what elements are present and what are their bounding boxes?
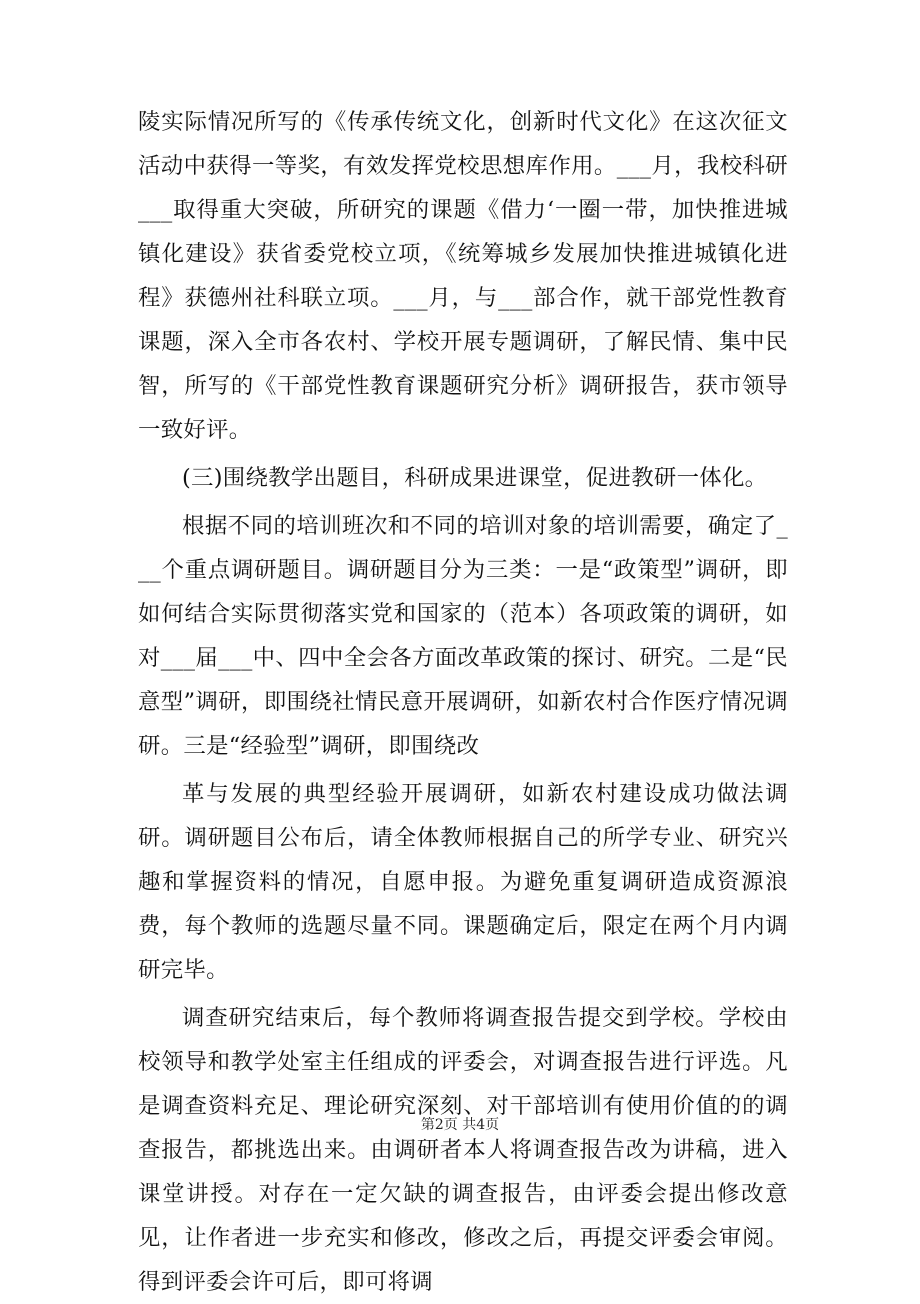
page-footer: 第2页 共4页	[420, 1117, 500, 1133]
paragraph-5: 调查研究结束后，每个教师将调查报告提交到学校。学校由校领导和教学处室主任组成的评委会，对调查报告进行评选。凡是调查资料充足、理论研究深刻、对干部培训有使用价值的的调查报告，都挑选出来。由调研者本人将调查报告改为讲稿，进入课堂讲授。对存在一定欠缺的调查报告，由评委会提出修改意见，让作者进一步充实和修改，修改之后，再提交评委会审阅。得到评委会许可后，即可将调	[138, 1005, 788, 1295]
paragraph-2-heading: (三)围绕教学出题目，科研成果进课堂，促进教研一体化。	[182, 465, 768, 491]
paragraph-3: 根据不同的培训班次和不同的培训对象的培训需要，确定了___个重点调研题目。调研题目分为三类：一是“政策型”调研，即如何结合实际贯彻落实党和国家的（范本）各项政策的调研，如对___届___中、四中全会各方面改革政策的探讨、研究。二是“民意型”调研，即围绕社情民意开展调研，如新农村合作医疗情况调研。三是“经验型”调研，即围绕改	[138, 513, 788, 759]
paragraph-1: 陵实际情况所写的《传承传统文化，创新时代文化》在这次征文活动中获得一等奖，有效发挥党校思想库作用。___月，我校科研___取得重大突破，所研究的课题《借力‘一圈一带，加快推进城镇化建设》获省委党校立项，《统筹城乡发展加快推进城镇化进程》获德州社科联立项。___月，与___部合作，就干部党性教育课题，深入全市各农村、学校开展专题调研，了解民情、集中民智，所写的《干部党性教育课题研究分析》调研报告，获市领导一致好评。	[138, 109, 788, 443]
paragraph-4: 革与发展的典型经验开展调研，如新农村建设成功做法调研。调研题目公布后，请全体教师根据自己的所学专业、研究兴趣和掌握资料的情况，自愿申报。为避免重复调研造成资源浪费，每个教师的选题尽量不同。课题确定后，限定在两个月内调研完毕。	[138, 781, 788, 983]
